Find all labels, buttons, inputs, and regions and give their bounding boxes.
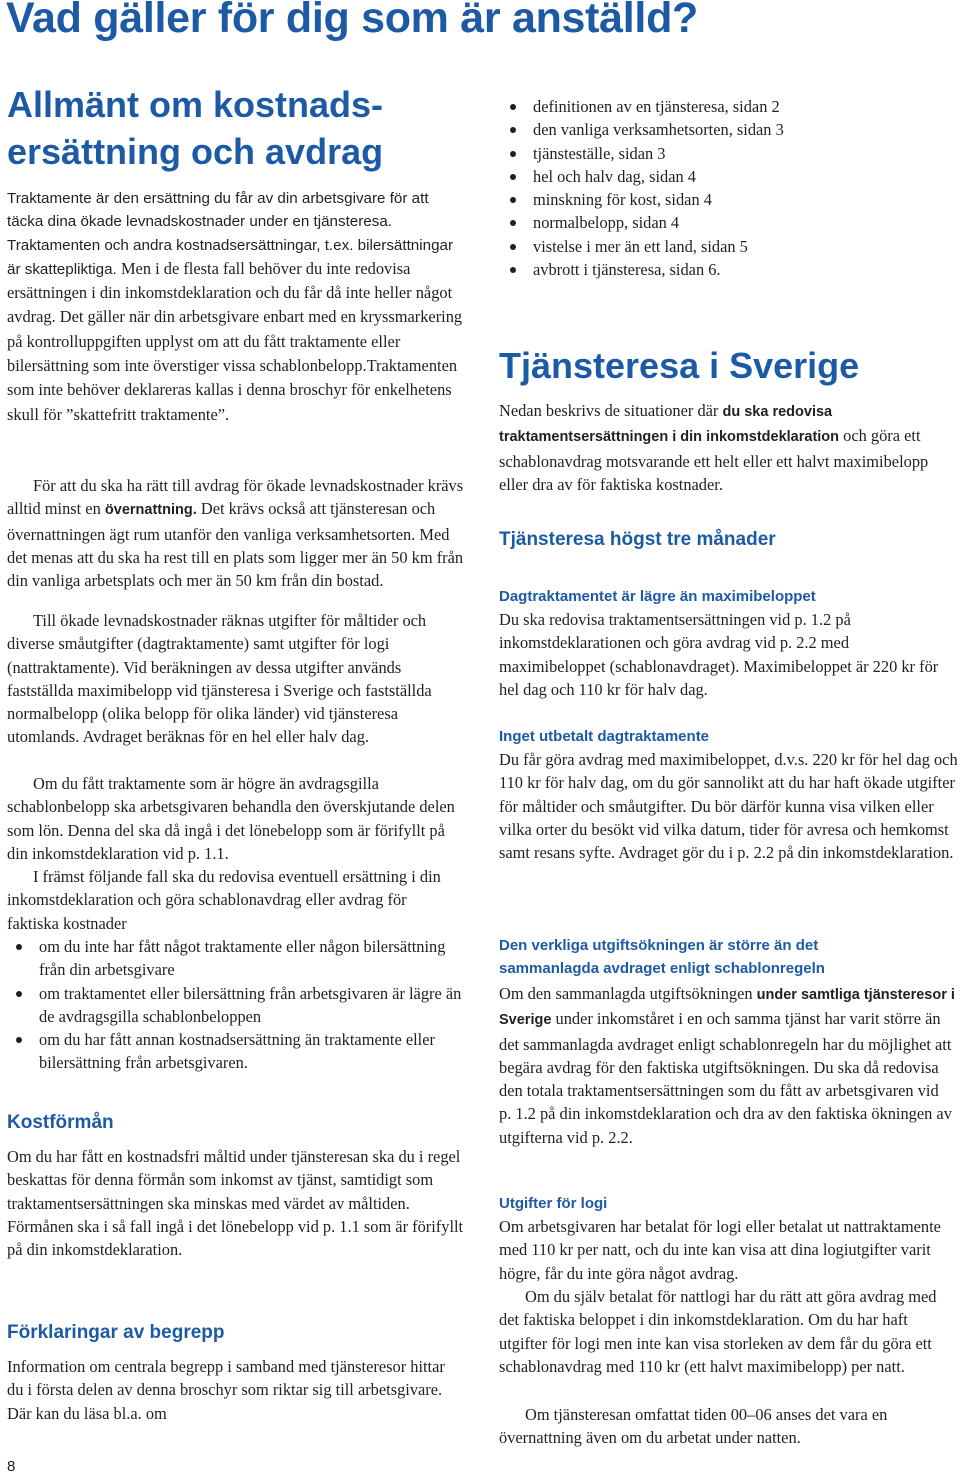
list-item: hel och halv dag, sidan 4 (533, 165, 957, 188)
list-item: om du inte har fått något traktamente eller någon bilersättning från din arbetsgivare (39, 935, 467, 982)
section-heading-allmant-line1: Allmänt om kostnads- (7, 84, 384, 125)
list-item: minskning för kost, sidan 4 (533, 188, 957, 211)
list-item: vistelse i mer än ett land, sidan 5 (533, 235, 957, 258)
list-item: definitionen av en tjänsteresa, sidan 2 (533, 95, 957, 118)
section-heading-kostforman: Kostförmån (7, 1112, 114, 1133)
heading-inget-dagtraktamente: Inget utbetalt dagtraktamente (499, 728, 710, 745)
redovisa-bullet-list (39, 935, 467, 1075)
heading-dagtraktamente-lagre: Dagtraktamentet är lägre än maximibeloppet (499, 588, 816, 605)
paragraph-logi-1: Om arbetsgivaren har betalat för logi eller betalat ut nattraktamente med 110 kr per natt, och du inte kan visa att dina logiutgifter varit högre, får du inte göra något avdrag. (499, 1217, 941, 1283)
page-number: 8 (7, 1458, 16, 1475)
list-item: om traktamentet eller bilersättning från arbetsgivaren är lägre än de avdragsgilla schablonbeloppen (39, 982, 467, 1029)
subheading-hogst-tre-manader: Tjänsteresa högst tre månader (499, 529, 776, 550)
paragraph-overnattning: För att du ska ha rätt till avdrag för ökade levnadskostnader krävs alltid minst en övernattning. Det krävs också att tjänsteresan och övernattningen ägt rum utanför den vanliga verksamhetsorten. Med det menas att du ska ha rest till en plats som ligger mer än 50 km från din vanliga arbetsplats och mer än 50 km från din bostad. (7, 476, 464, 591)
section-heading-begrepp: Förklaringar av begrepp (7, 1322, 225, 1343)
paragraph-begrepp: Information om centrala begrepp i samband med tjänsteresor hittar du i första delen av denna broschyr som riktar sig till arbetsgivare. Där kan du läsa bl.a. om (7, 1357, 445, 1423)
list-item: den vanliga verksamhetsorten, sidan 3 (533, 118, 957, 141)
paragraph-verklig-utgiftsokning: Om den sammanlagda utgiftsökningen under samtliga tjänsteresor i Sverige under inkomståret i en och samma tjänst har varit större än det sammanlagda avdraget enligt schablonregeln har du möjlighet att begära avdrag för den faktiska utgiftsökningen. Du ska då redovisa den totala traktamentsersättningen som du fått av arbetsgivaren vid p. 1.2 på din inkomstdeklaration och dra av den faktiska ökningen av utgifterna vid p. 2.2. (499, 984, 955, 1147)
paragraph-tjansteresa-intro: Nedan beskrivs de situationer där du ska redovisa traktamentsersättningen i din inkomstdeklaration och göra ett schablonavdrag motsvarande ett helt eller ett halvt maximibelopp eller dra av för faktiska kostnader. (499, 401, 929, 494)
section-heading-allmant-line2: ersättning och avdrag (7, 131, 384, 172)
paragraph-kostforman: Om du har fått en kostnadsfri måltid under tjänsteresan ska du i regel beskattas för denna förmån som inkomst av tjänst, samtidigt som traktamentsersättningen ska minskas med värdet av måltiden. Förmånen ska i så fall ingå i det lönebelopp vid p. 1.1 som är förifyllt på din inkomstdeklaration. (7, 1147, 464, 1260)
list-item: normalbelopp, sidan 4 (533, 211, 957, 234)
list-item: tjänsteställe, sidan 3 (533, 142, 957, 165)
page-title: Vad gäller för dig som är anställd? (6, 0, 699, 42)
paragraph-logi-2: Om du själv betalat för nattlogi har du rätt att göra avdrag med det faktiska beloppet i din inkomstdeklaration. Om du har haft utgifter för logi men inte kan visa storleken av dem får du göra ett schablonavdrag med 110 kr (ett halvt maximibelopp) per natt. (499, 1287, 937, 1376)
paragraph-inget-dagtraktamente: Du får göra avdrag med maximibeloppet, d.v.s. 220 kr för hel dag och 110 kr för halv dag, om du gör sannolikt att du har haft ökade utgifter för måltider och småutgifter. Du bör därför kunna visa vilken eller vilka orter du besökt vid vilka datum, tider för avresa och hemkomst samt resans syfte. Avdraget gör du i p. 2.2 på din inkomstdeklaration. (499, 750, 958, 863)
list-item: avbrott i tjänsteresa, sidan 6. (533, 258, 957, 281)
paragraph-redovisa: I främst följande fall ska du redovisa eventuell ersättning i din inkomstdeklaration och göra schablonavdrag eller avdrag för faktiska kostnader (7, 867, 441, 933)
intro-paragraph: Traktamente är den ersättning du får av din arbetsgivare för att täcka dina ökade levnadskostnader under en tjänsteresa. Traktamenten och andra kostnadsersättningar, t.ex. bilersättningar är skattepliktiga. Men i de flesta fall behöver du inte redovisa ersättningen i din inkomstdeklaration och du får då inte heller något avdrag. Det gäller när din arbetsgivare enbart med en kryssmarkering på kontrolluppgiften upplyst om att du fått traktamente eller bilersättning som inte överstiger vissa schablonbelopp.Traktamenten som inte behöver deklareras kallas i denna broschyr för enkelhetens skull för ”skattefritt traktamente”. (7, 190, 463, 424)
list-item: om du har fått annan kostnadsersättning än traktamente eller bilersättning från arbetsgivaren. (39, 1028, 467, 1075)
begrepp-bullet-list (533, 95, 957, 281)
paragraph-logi-3: Om tjänsteresan omfattat tiden 00–06 anses det vara en övernattning även om du arbetat under natten. (499, 1405, 888, 1448)
paragraph-overskjutande: Om du fått traktamente som är högre än avdragsgilla schablonbelopp ska arbetsgivaren behandla den överskjutande delen som lön. Denna del ska då ingå i det lönebelopp som är förifyllt på din inkomstdeklaration vid p. 1.1. (7, 774, 455, 863)
heading-utgifter-logi: Utgifter för logi (499, 1195, 608, 1212)
section-heading-tjansteresa-sverige: Tjänsteresa i Sverige (499, 345, 860, 386)
paragraph-levnadskostnader: Till ökade levnadskostnader räknas utgifter för måltider och diverse småutgifter (dagtraktamente) samt utgifter för logi (nattraktamente). Vid beräkningen av dessa utgifter används fastställda maximibelopp vid tjänsteresa i Sverige och fastställda normalbelopp (olika belopp för olika länder) vid tjänsteresa utomlands. Avdraget beräknas för en hel eller halv dag. (7, 611, 432, 747)
paragraph-dagtraktamente-lagre: Du ska redovisa traktamentsersättningen vid p. 1.2 på inkomstdeklarationen och göra avdrag vid p. 2.2 med maximibeloppet (schablonavdraget). Maximibeloppet är 220 kr för hel dag och 110 kr för halv dag. (499, 610, 939, 699)
heading-verklig-utgiftsokning: Den verkliga utgiftsökningen är större än det sammanlagda avdraget enligt schablonregeln (499, 937, 825, 977)
